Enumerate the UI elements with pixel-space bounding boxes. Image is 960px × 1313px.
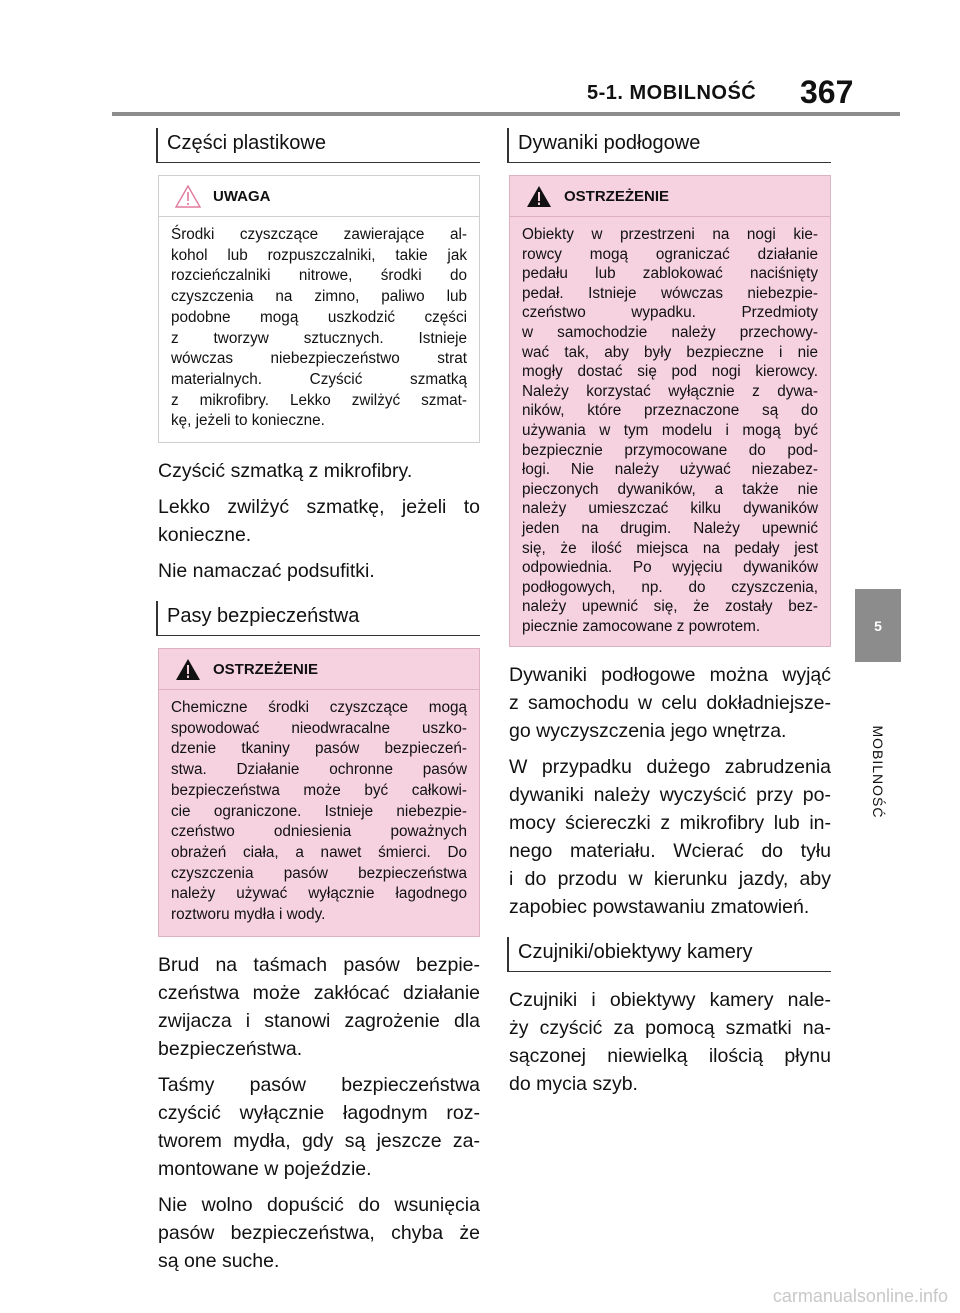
caution-box-header	[159, 176, 479, 217]
text-line: wać tak, aby były bezpieczne i nie	[522, 343, 818, 361]
text-line: używania w tym modelu i mogą być	[522, 421, 818, 439]
section-heading-camera: Czujniki/obiektywy kamery	[507, 937, 831, 972]
warning-box	[158, 648, 480, 937]
paragraph	[158, 493, 480, 549]
text-line: kohol lub rozpuszczalniki, takie jak	[171, 246, 467, 264]
text-line: bezpieczeństwa.	[158, 1037, 303, 1060]
chapter-tab-number: 5	[874, 617, 882, 634]
text-line: Taśmy pasów bezpieczeństwa	[158, 1073, 480, 1096]
page-number: 367	[800, 74, 854, 110]
warning-box-header	[159, 649, 479, 690]
left-column	[158, 128, 480, 1275]
text-line: czyścić wyłącznie łagodnym roz-	[158, 1101, 480, 1124]
paragraph	[158, 951, 480, 1063]
paragraph	[158, 1071, 480, 1183]
text-line: zwijacza i stanowi zagrożenie dla	[158, 1009, 480, 1032]
section-title: 5-1. MOBILNOŚĆ	[587, 82, 757, 104]
text-line: ników, które przeznaczone są do	[522, 402, 818, 420]
text-line: materialnych. Czyścić szmatką	[171, 370, 467, 388]
text-line: pieczonych dywaników, a także nie	[522, 480, 818, 498]
text-line: i do przodu w kierunku jazdy, aby	[509, 868, 831, 891]
text-line: się, że ilość miejsca na pedały jest	[522, 539, 818, 557]
text-line: obrażeń ciała, a nawet śmierci. Do	[171, 843, 467, 861]
text-line: z samochodu w celu dokładniejsze-	[509, 692, 831, 715]
text-line: podobne mogą uszkodzić części	[171, 308, 467, 326]
text-line: pasów bezpieczeństwa, chyba że	[158, 1221, 480, 1244]
text-line: z mikrofibry. Lekko zwilżyć szmat-	[171, 391, 467, 409]
caution-triangle-icon	[175, 185, 201, 208]
text-line: z tworzyw sztucznych. Istnieje	[171, 329, 467, 347]
text-line: czyszczenia na zimno, paliwo lub	[171, 288, 467, 306]
text-line: czeństwo odniesienia poważnych	[171, 823, 467, 841]
text-line: dzenie tkaniny pasów bezpieczeń-	[171, 740, 467, 758]
caution-title: UWAGA	[213, 187, 271, 205]
text-line: podłogowych, np. do czyszczenia,	[522, 578, 818, 596]
text-line: Czujniki i obiektywy kamery nale-	[509, 989, 831, 1012]
warning-triangle-icon	[175, 658, 201, 681]
text-line: W przypadku dużego zabrudzenia	[509, 756, 831, 779]
text-line: piecznie zamocowane z powrotem.	[522, 617, 761, 635]
warning-text	[510, 217, 830, 646]
text-line: pedał. Istnieje wówczas niebezpie-	[522, 284, 818, 302]
warning-text	[159, 690, 479, 936]
caution-box	[158, 175, 480, 443]
text-line: ży czyścić za pomocą szmatki na-	[509, 1017, 831, 1040]
text-line: rozcieńczalniki nitrowe, środki do	[171, 267, 467, 285]
text-line: zapobiec powstawaniu zmatowień.	[509, 896, 810, 919]
text-line: czeństwa może zakłócać działanie	[158, 981, 480, 1004]
text-line: Nie namaczać podsufitki.	[158, 560, 375, 583]
text-line: bezpiecznie przymocowane do pod-	[522, 441, 818, 459]
text-line: bezpieczeństwa może być całkowi-	[171, 781, 467, 799]
text-line: należy używać wyłącznie łagodnego	[171, 885, 467, 903]
text-line: stwa. Działanie ochronne pasów	[171, 761, 467, 779]
watermark: carmanualsonline.info	[772, 1286, 948, 1306]
text-line: nego materiału. Wcierać do tyłu	[509, 840, 831, 863]
chapter-tab[interactable]	[855, 589, 901, 662]
text-line: Środki czyszczące zawierające al-	[171, 226, 467, 243]
section-heading-mats: Dywaniki podłogowe	[507, 128, 831, 163]
text-line: tworem mydła, gdy są jeszcze za-	[158, 1129, 480, 1152]
text-line: Należy korzystać wyłącznie z dywa-	[522, 382, 818, 400]
text-line: Nie wolno dopuścić do wsunięcia	[158, 1193, 480, 1216]
text-line: kę, jeżeli to konieczne.	[171, 412, 325, 430]
text-line: jeden na drugim. Należy upewnić	[522, 519, 818, 537]
warning-title: OSTRZEŻENIE	[213, 660, 319, 678]
section-heading-belts: Pasy bezpieczeństwa	[156, 601, 480, 636]
paragraph	[158, 457, 480, 485]
text-line: mogły dostać się pod nogi kierowcy.	[522, 363, 818, 381]
text-line: cie ograniczone. Istnieje niebezpie-	[171, 802, 467, 820]
paragraph	[509, 661, 831, 745]
warning-box	[509, 175, 831, 647]
text-line: roztworu mydła i wody.	[171, 906, 326, 924]
right-column	[509, 128, 831, 1098]
text-line: wówczas niebezpieczeństwo strat	[171, 350, 467, 368]
text-line: należy umieszczać kilku dywaników	[522, 500, 818, 518]
text-line: należy upewnić się, że zostały bez-	[522, 598, 818, 616]
paragraph	[158, 1191, 480, 1275]
caution-text	[159, 217, 479, 442]
warning-triangle-icon	[526, 185, 552, 208]
text-line: do mycia szyb.	[509, 1073, 638, 1096]
warning-box-header	[510, 176, 830, 217]
text-line: czyszczenia pasów bezpieczeństwa	[171, 864, 467, 882]
text-line: Lekko zwilżyć szmatkę, jeżeli to	[158, 496, 480, 519]
text-line: sączonej niewielką ilością płynu	[509, 1045, 831, 1068]
text-line: Chemiczne środki czyszczące mogą	[171, 699, 467, 717]
text-line: rowcy mogą ograniczać działanie	[522, 245, 818, 263]
chapter-tab-label: MOBILNOŚĆ	[870, 725, 886, 819]
text-line: mocy ściereczki z mikrofibry lub in-	[509, 812, 831, 835]
paragraph	[158, 557, 480, 585]
text-line: spowodować nieodwracalne uszko-	[171, 719, 467, 737]
text-line: łogi. Nie należy używać niezabez-	[522, 461, 818, 479]
text-line: Dywaniki podłogowe można wyjąć	[509, 664, 831, 687]
text-line: go wyczyszczenia jego wnętrza.	[509, 720, 787, 743]
text-line: Brud na taśmach pasów bezpie-	[158, 953, 480, 976]
text-line: czeństwo wypadku. Przedmioty	[522, 304, 818, 322]
text-line: Obiekty w przestrzeni na nogi kie-	[522, 226, 818, 243]
text-line: odpowiednia. Po wyjęciu dywaników	[522, 559, 818, 577]
text-line: w samochodzie należy przechowy-	[522, 323, 818, 341]
header-divider	[112, 112, 900, 116]
paragraph	[509, 753, 831, 921]
text-line: konieczne.	[158, 524, 252, 547]
text-line: dywaniki należy wyczyścić przy po-	[509, 784, 831, 807]
text-line: Czyścić szmatką z mikrofibry.	[158, 460, 413, 483]
text-line: montowane w pojeździe.	[158, 1157, 372, 1180]
section-heading-plastic: Części plastikowe	[156, 128, 480, 163]
warning-title: OSTRZEŻENIE	[564, 187, 670, 205]
paragraph	[509, 986, 831, 1098]
text-line: pedału lub zablokować naciśnięty	[522, 265, 818, 283]
text-line: są one suche.	[158, 1249, 280, 1272]
